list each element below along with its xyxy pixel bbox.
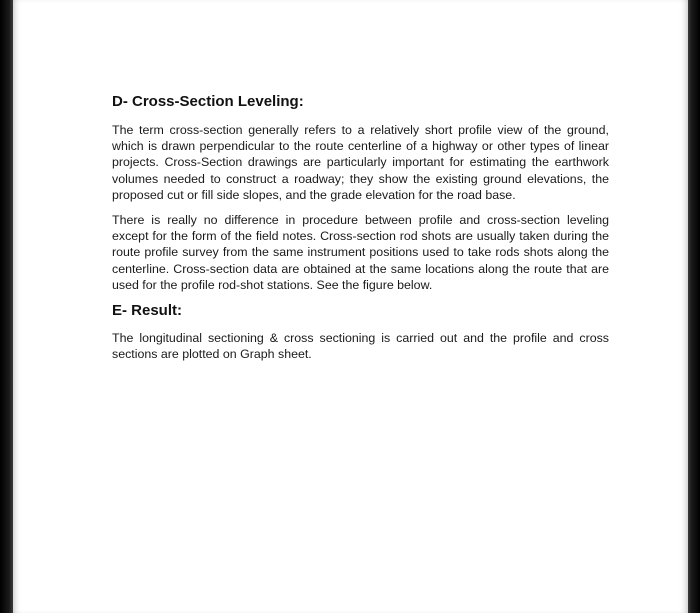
section-e-paragraph-1: The longitudinal sectioning & cross sectioning is carried out and the profile and cross sections are plotted on Graph sheet.	[112, 331, 609, 362]
right-screen-edge	[688, 0, 700, 613]
document-content	[112, 93, 609, 371]
section-d-paragraph-1: The term cross-section generally refers to a relatively short profile view of the ground, which is drawn perpendicular to the route centerline of a highway or other types of linear projects. Cross-Section drawings are particularly important for estimating the earthwork volumes needed to construct a roadway; they show the existing ground elevations, the proposed cut or fill side slopes, and the grade elevation for the road base.	[112, 123, 609, 202]
section-d-heading: D- Cross-Section Leveling:	[112, 93, 304, 110]
section-e-heading: E- Result:	[112, 302, 183, 320]
section-d-paragraph-2: There is really no difference in procedure between profile and cross-section leveling except for the form of the field notes. Cross-section rod shots are usually taken during the route profile survey from the same instrument positions used to take rods shots along the centerline. Cross-section data are obtained at the same locations along the route that are used for the profile rod-shot stations. See the figure below.	[112, 213, 609, 292]
left-screen-edge	[0, 0, 13, 613]
document-page	[13, 0, 688, 613]
